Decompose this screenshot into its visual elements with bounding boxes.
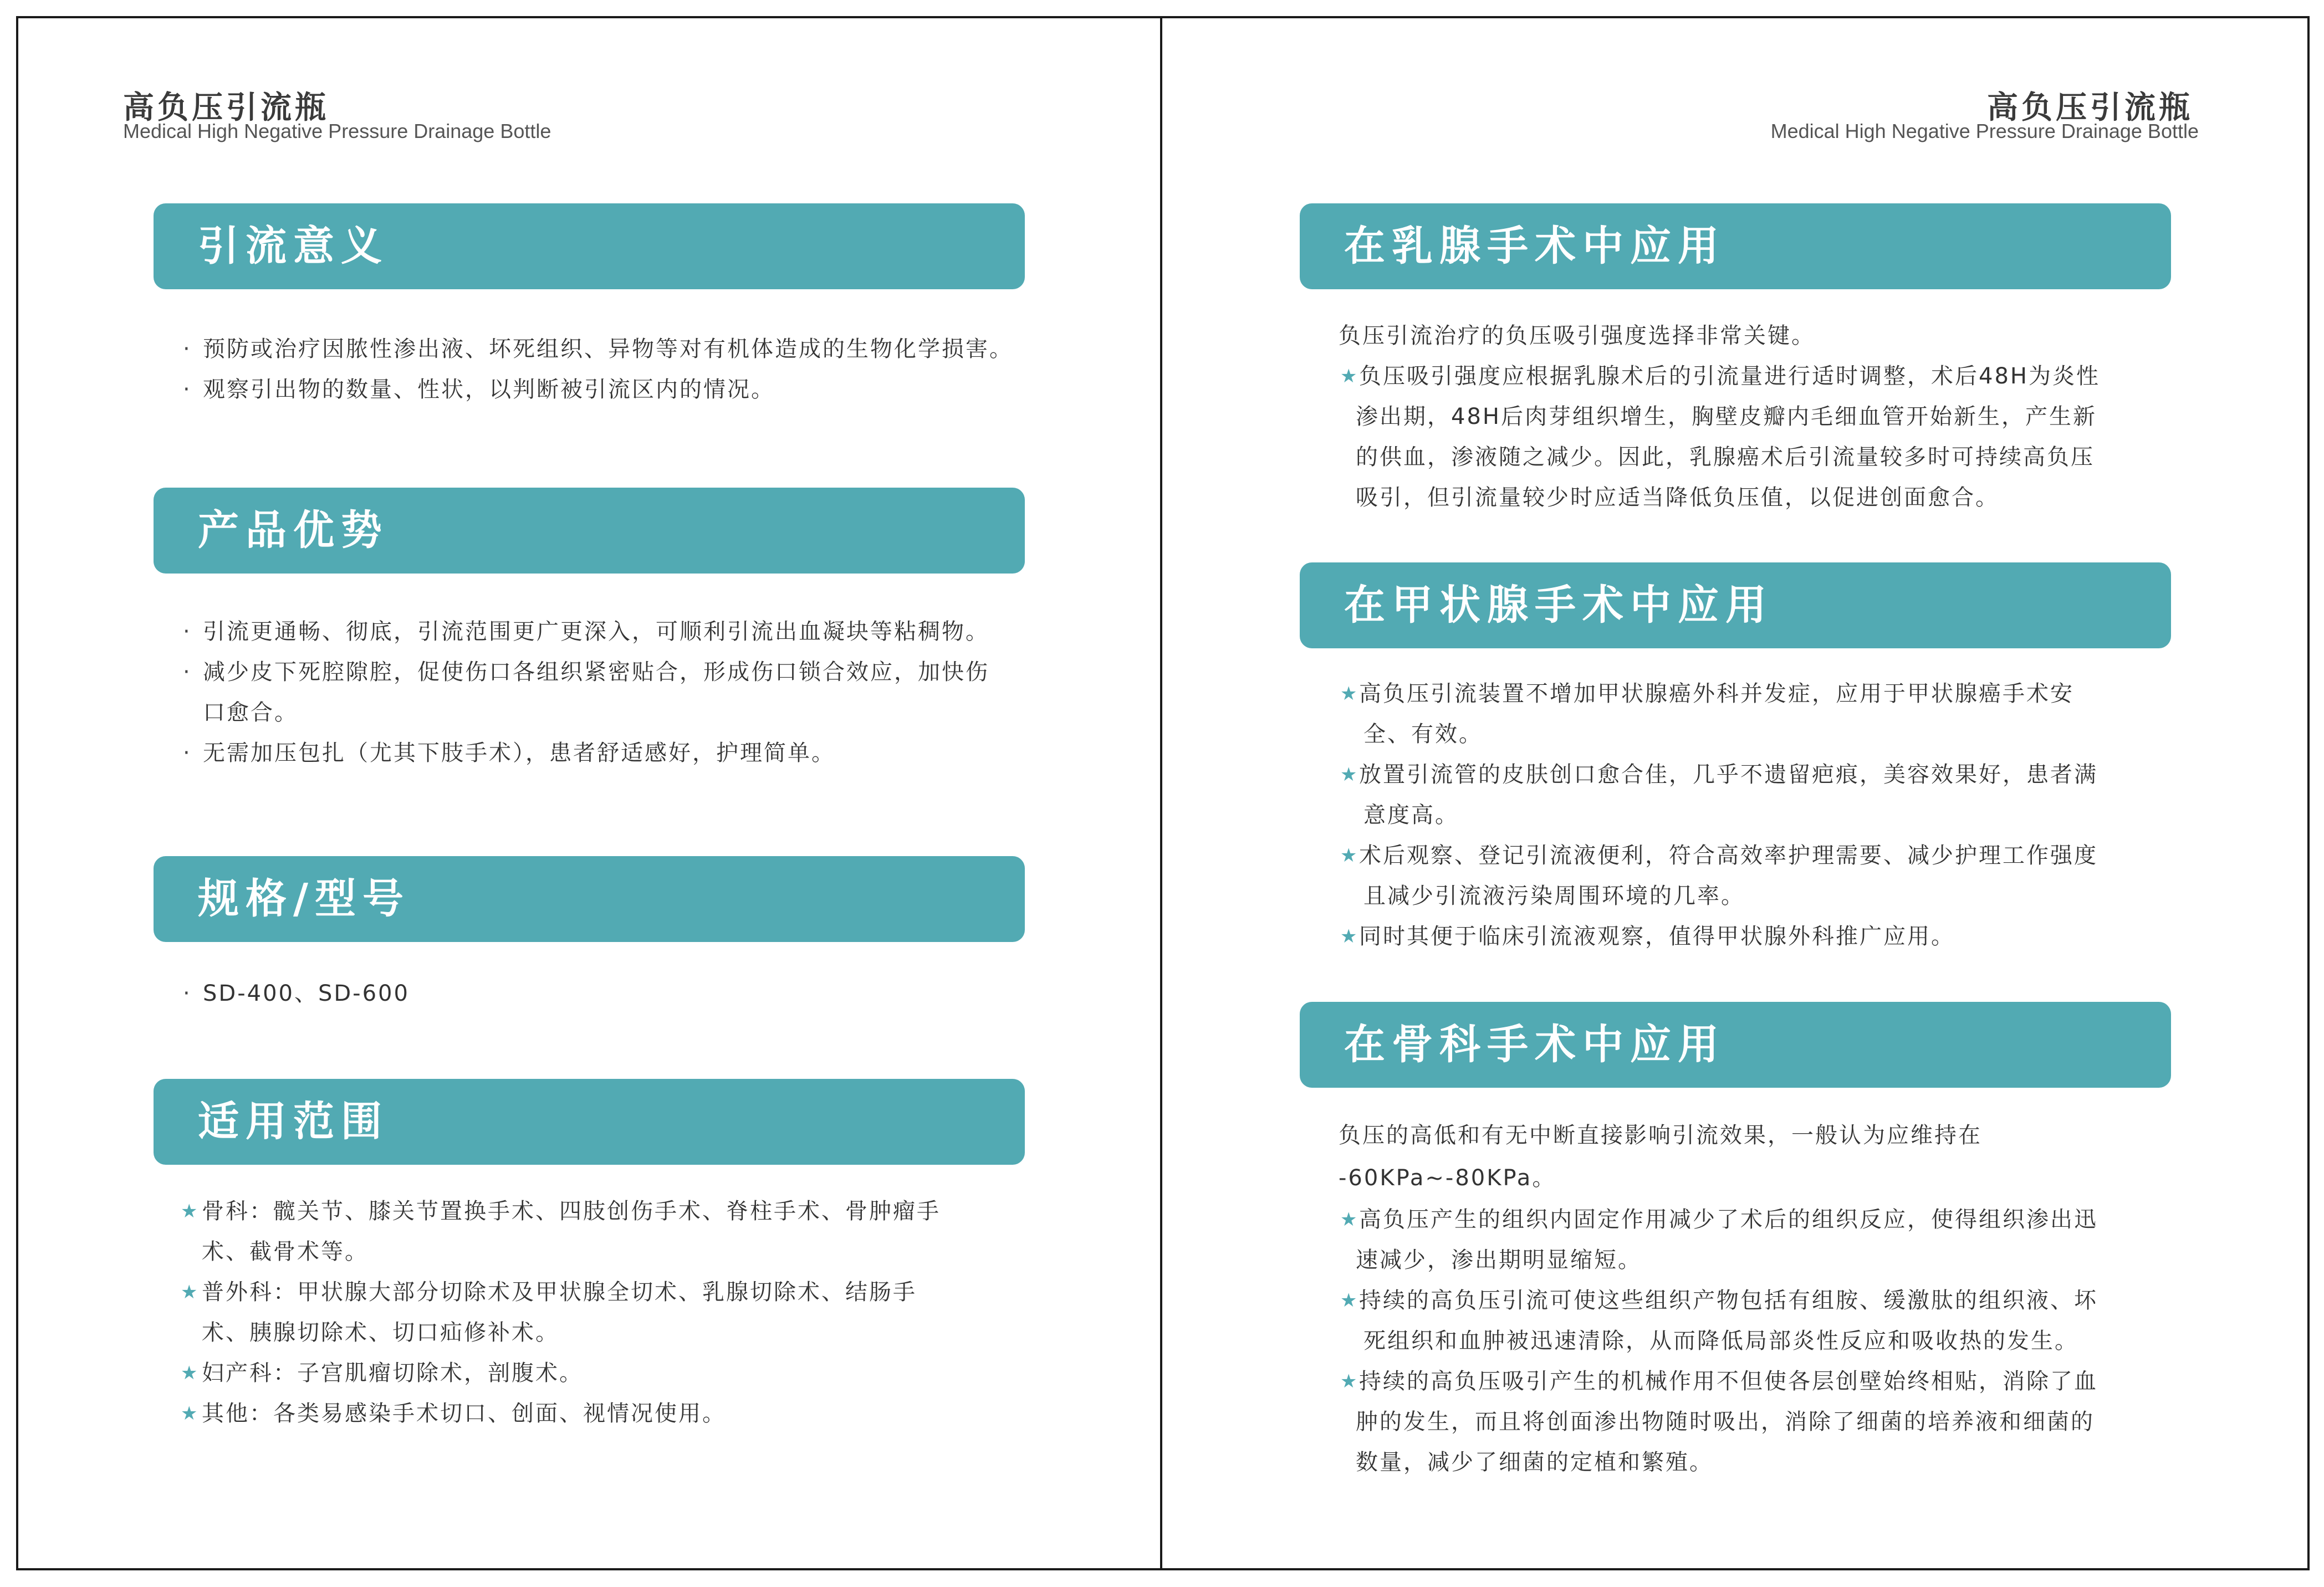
- section-intro: 负压的高低和有无中断直接影响引流效果，一般认为应维持在: [1339, 1123, 1982, 1148]
- section-heading: 引流意义: [198, 222, 389, 270]
- bullet-dot-icon: ·: [183, 336, 190, 362]
- bullet-dot-icon: ·: [183, 981, 190, 1006]
- star-bullet-icon: ★: [181, 1362, 198, 1384]
- list-item: SD-400、SD-600: [203, 981, 410, 1006]
- star-bullet-icon: ★: [181, 1200, 198, 1222]
- bullet-dot-icon: ·: [183, 740, 190, 766]
- list-item-continuation: 口愈合。: [203, 700, 298, 725]
- section-intro: 负压引流治疗的负压吸引强度选择非常关键。: [1339, 323, 1815, 349]
- section-band-advantages: [154, 488, 1025, 574]
- list-item: 其他：各类易感染手术切口、创面、视情况使用。: [202, 1401, 726, 1426]
- bullet-dot-icon: ·: [183, 619, 190, 644]
- list-item-continuation: 死组织和血肿被迅速清除，从而降低局部炎性反应和吸收热的发生。: [1363, 1328, 2078, 1354]
- header-subtitle-left: Medical High Negative Pressure Drainage Bottle: [123, 120, 551, 142]
- list-item: 持续的高负压吸引产生的机械作用不但使各层创壁始终相贴，消除了血: [1359, 1369, 2098, 1394]
- list-item: 普外科：甲状腺大部分切除术及甲状腺全切术、乳腺切除术、结肠手: [202, 1279, 917, 1305]
- star-bullet-icon: ★: [181, 1281, 198, 1303]
- section-band-thyroid: [1300, 562, 2171, 648]
- list-item: 术后观察、登记引流液便利，符合高效率护理需要、减少护理工作强度: [1359, 843, 2098, 868]
- header-subtitle-right: Medical High Negative Pressure Drainage Bottle: [1770, 120, 2199, 142]
- list-item-continuation: 吸引，但引流量较少时应适当降低负压值，以促进创面愈合。: [1356, 485, 1999, 510]
- star-bullet-icon: ★: [1340, 1209, 1357, 1231]
- list-item-continuation: 速减少，渗出期明显缩短。: [1356, 1247, 1642, 1273]
- bullet-dot-icon: ·: [183, 659, 190, 685]
- section-band-breast: [1300, 203, 2171, 289]
- section-heading: 在乳腺手术中应用: [1344, 222, 1725, 270]
- list-item: 观察引出物的数量、性状，以判断被引流区内的情况。: [203, 377, 775, 402]
- list-item-continuation: 数量，减少了细菌的定植和繁殖。: [1356, 1450, 1713, 1475]
- list-item: 骨科：髋关节、膝关节置换手术、四肢创伤手术、脊柱手术、骨肿瘤手: [202, 1199, 941, 1224]
- list-item: 负压吸引强度应根据乳腺术后的引流量进行适时调整，术后48H为炎性: [1359, 364, 2100, 389]
- list-item-continuation: 且减少引流液污染周围环境的几率。: [1363, 883, 1745, 909]
- star-bullet-icon: ★: [1340, 1370, 1357, 1393]
- bullet-dot-icon: ·: [183, 377, 190, 402]
- star-bullet-icon: ★: [181, 1402, 198, 1425]
- list-item: 减少皮下死腔隙腔，促使伤口各组织紧密贴合，形成伤口锁合效应，加快伤: [203, 659, 989, 685]
- list-item: 放置引流管的皮肤创口愈合佳，几乎不遗留疤痕，美容效果好，患者满: [1359, 762, 2098, 787]
- header-title-left: 高负压引流瓶: [123, 90, 329, 126]
- list-item: 预防或治疗因脓性渗出液、坏死组织、异物等对有机体造成的生物化学损害。: [203, 336, 1013, 362]
- section-heading: 在骨科手术中应用: [1344, 1021, 1725, 1068]
- section-band-ortho: [1300, 1002, 2171, 1088]
- list-item-continuation: 渗出期，48H后肉芽组织增生，胸壁皮瓣内毛细血管开始新生，产生新: [1356, 404, 2097, 429]
- section-band-significance: [154, 203, 1025, 289]
- section-heading: 产品优势: [198, 506, 389, 554]
- star-bullet-icon: ★: [1340, 365, 1357, 387]
- star-bullet-icon: ★: [1340, 925, 1357, 948]
- section-band-models: [154, 856, 1025, 942]
- list-item-continuation: 术、截骨术等。: [202, 1239, 369, 1265]
- list-item-continuation: 术、胰腺切除术、切口疝修补术。: [202, 1320, 559, 1345]
- list-item-continuation: 的供血，渗液随之减少。因此，乳腺癌术后引流量较多时可持续高负压: [1356, 444, 2095, 470]
- star-bullet-icon: ★: [1340, 844, 1357, 867]
- list-item: 高负压引流装置不增加甲状腺癌外科并发症，应用于甲状腺癌手术安: [1359, 681, 2074, 707]
- header-title-right: 高负压引流瓶: [1987, 90, 2193, 126]
- list-item-continuation: 全、有效。: [1363, 721, 1483, 747]
- star-bullet-icon: ★: [1340, 764, 1357, 786]
- section-heading: 适用范围: [198, 1098, 389, 1145]
- star-bullet-icon: ★: [1340, 1289, 1357, 1312]
- list-item: 无需加压包扎（尤其下肢手术），患者舒适感好，护理简单。: [203, 740, 835, 766]
- list-item-continuation: 意度高。: [1363, 802, 1459, 828]
- section-band-scope: [154, 1079, 1025, 1165]
- section-intro-continuation: -60KPa~-80KPa。: [1339, 1165, 1556, 1191]
- list-item: 引流更通畅、彻底，引流范围更广更深入，可顺利引流出血凝块等粘稠物。: [203, 619, 989, 644]
- list-item: 持续的高负压引流可使这些组织产物包括有组胺、缓激肽的组织液、坏: [1359, 1288, 2098, 1313]
- list-item: 高负压产生的组织内固定作用减少了术后的组织反应，使得组织渗出迅: [1359, 1207, 2098, 1232]
- list-item: 妇产科：子宫肌瘤切除术，剖腹术。: [202, 1360, 583, 1386]
- list-item-continuation: 肿的发生，而且将创面渗出物随时吸出，消除了细菌的培养液和细菌的: [1356, 1409, 2095, 1435]
- star-bullet-icon: ★: [1340, 683, 1357, 705]
- section-heading: 在甲状腺手术中应用: [1344, 581, 1773, 629]
- section-heading: 规格/型号: [198, 875, 411, 923]
- list-item: 同时其便于临床引流液观察，值得甲状腺外科推广应用。: [1359, 924, 1955, 949]
